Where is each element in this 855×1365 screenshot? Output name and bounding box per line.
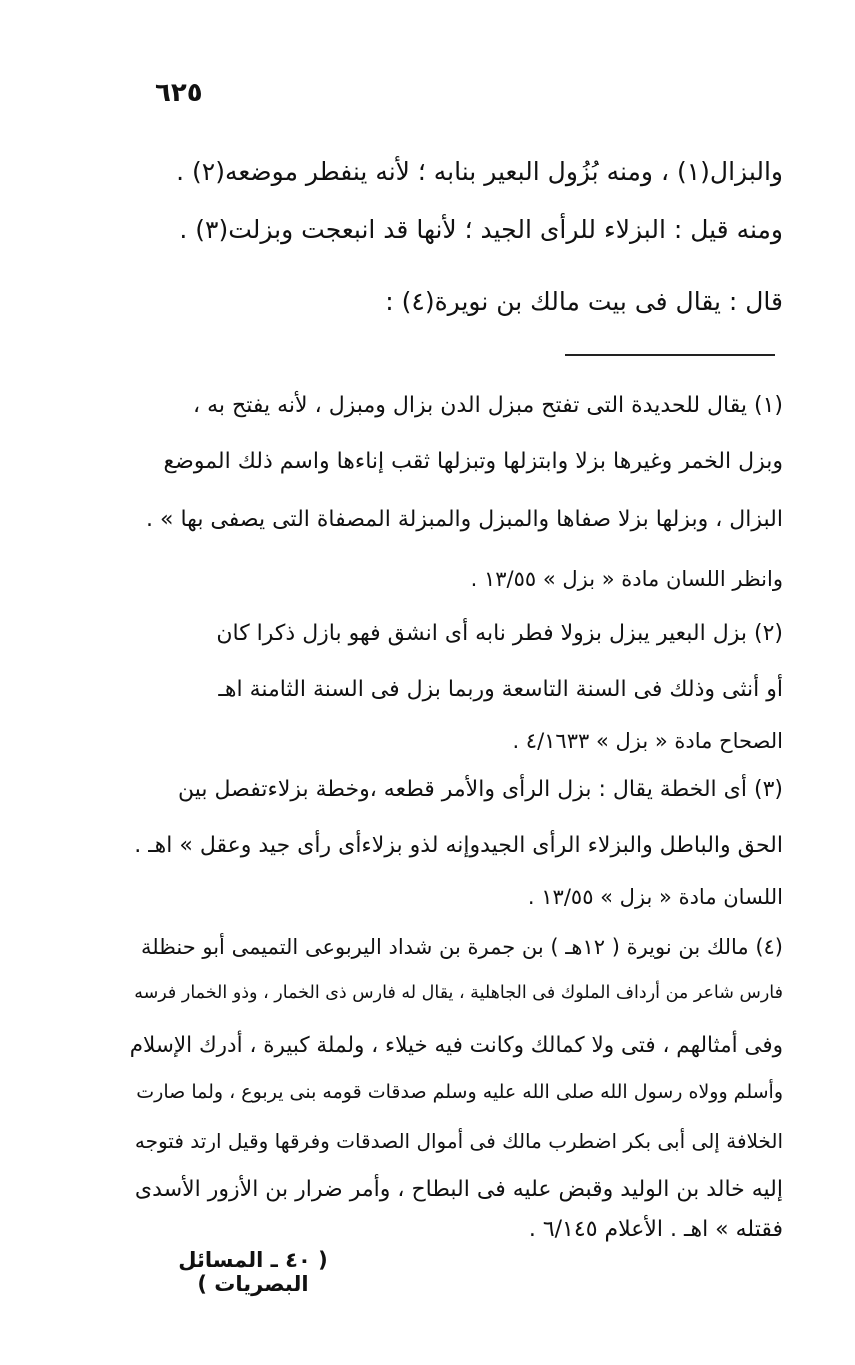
footnote-divider [565, 354, 775, 356]
body-line-1: والبزال(١) ، ومنه بُزُول البعير بنابه ؛ لأنه ينفطر موضعه(٢) . [176, 157, 783, 186]
footnote-4-line-6: إليه خالد بن الوليد وقبض عليه فى البطاح ، وأمر ضرار بن الأزور الأسدى [134, 1177, 783, 1202]
footnote-2-line-2: أو أنثى وذلك فى السنة التاسعة وربما بزل فى السنة الثامنة اهـ [218, 677, 783, 702]
footnote-4-line-3: وفى أمثالهم ، فتى ولا كمالك وكانت فيه خيلاء ، ولملة كبيرة ، أدرك الإسلام [129, 1033, 783, 1058]
footnote-1-line-1: (١) يقال للحديدة التى تفتح مبزل الدن بزال ومبزل ، لأنه يفتح به ، [193, 393, 783, 418]
footnote-4-line-5: الخلافة إلى أبى بكر اضطرب مالك فى أموال الصدقات وفرقها وقيل ارتد فتوجه [134, 1129, 783, 1153]
footnote-3-line-2: الحق والباطل والبزلاء الرأى الجيدوإنه لذو بزلاءأى رأى جيد وعقل » اهـ . [134, 833, 783, 858]
page-number: ٦٢٥ [155, 78, 203, 108]
footnote-4-source: فقتله » اهـ . الأعلام ٦/١٤٥ . [528, 1217, 783, 1242]
footnote-1-line-3: البزال ، وبزلها بزلا صفاها والمبزل والمبزلة المصفاة التى يصفى بها » . [146, 507, 783, 532]
footnote-3-source: اللسان مادة « بزل » ١٣/٥٥ . [527, 885, 783, 909]
body-line-3: قال : يقال فى بيت مالك بن نويرة(٤) : [385, 287, 783, 316]
footnote-4-line-1: (٤) مالك بن نويرة ( ١٢هـ ) بن جمرة بن شداد اليربوعى التميمى أبو حنظلة [140, 935, 783, 959]
footnote-3-line-1: (٣) أى الخطة يقال : بزل الرأى والأمر قطعه ،وخطة بزلاءتفصل بين [177, 777, 783, 802]
body-line-2: ومنه قيل : البزلاء للرأى الجيد ؛ لأنها قد انبعجت وبزلت(٣) . [179, 215, 783, 244]
footnote-1-source: وانظر اللسان مادة « بزل » ١٣/٥٥ . [470, 567, 783, 591]
footnote-2-source: الصحاح مادة « بزل » ٤/١٦٣٣ . [512, 729, 783, 753]
footnote-1-line-2: وبزل الخمر وغيرها بزلا وابتزلها وتبزلها ثقب إناءها واسم ذلك الموضع [163, 449, 783, 474]
footnote-2-line-1: (٢) بزل البعير يبزل بزولا فطر نابه أى انشق فهو بازل ذكرا كان [216, 621, 783, 646]
footnote-4-line-2: فارس شاعر من أرداف الملوك فى الجاهلية ، يقال له فارس ذى الخمار ، وذو الخمار فرسه [134, 983, 783, 1003]
footnote-4-line-4: وأسلم وولاه رسول الله صلى الله عليه وسلم صدقات قومه بنى يربوع ، ولما صارت [136, 1081, 783, 1103]
signature-mark: ( ٤٠ ـ المسائل البصريات ) [178, 1248, 328, 1296]
